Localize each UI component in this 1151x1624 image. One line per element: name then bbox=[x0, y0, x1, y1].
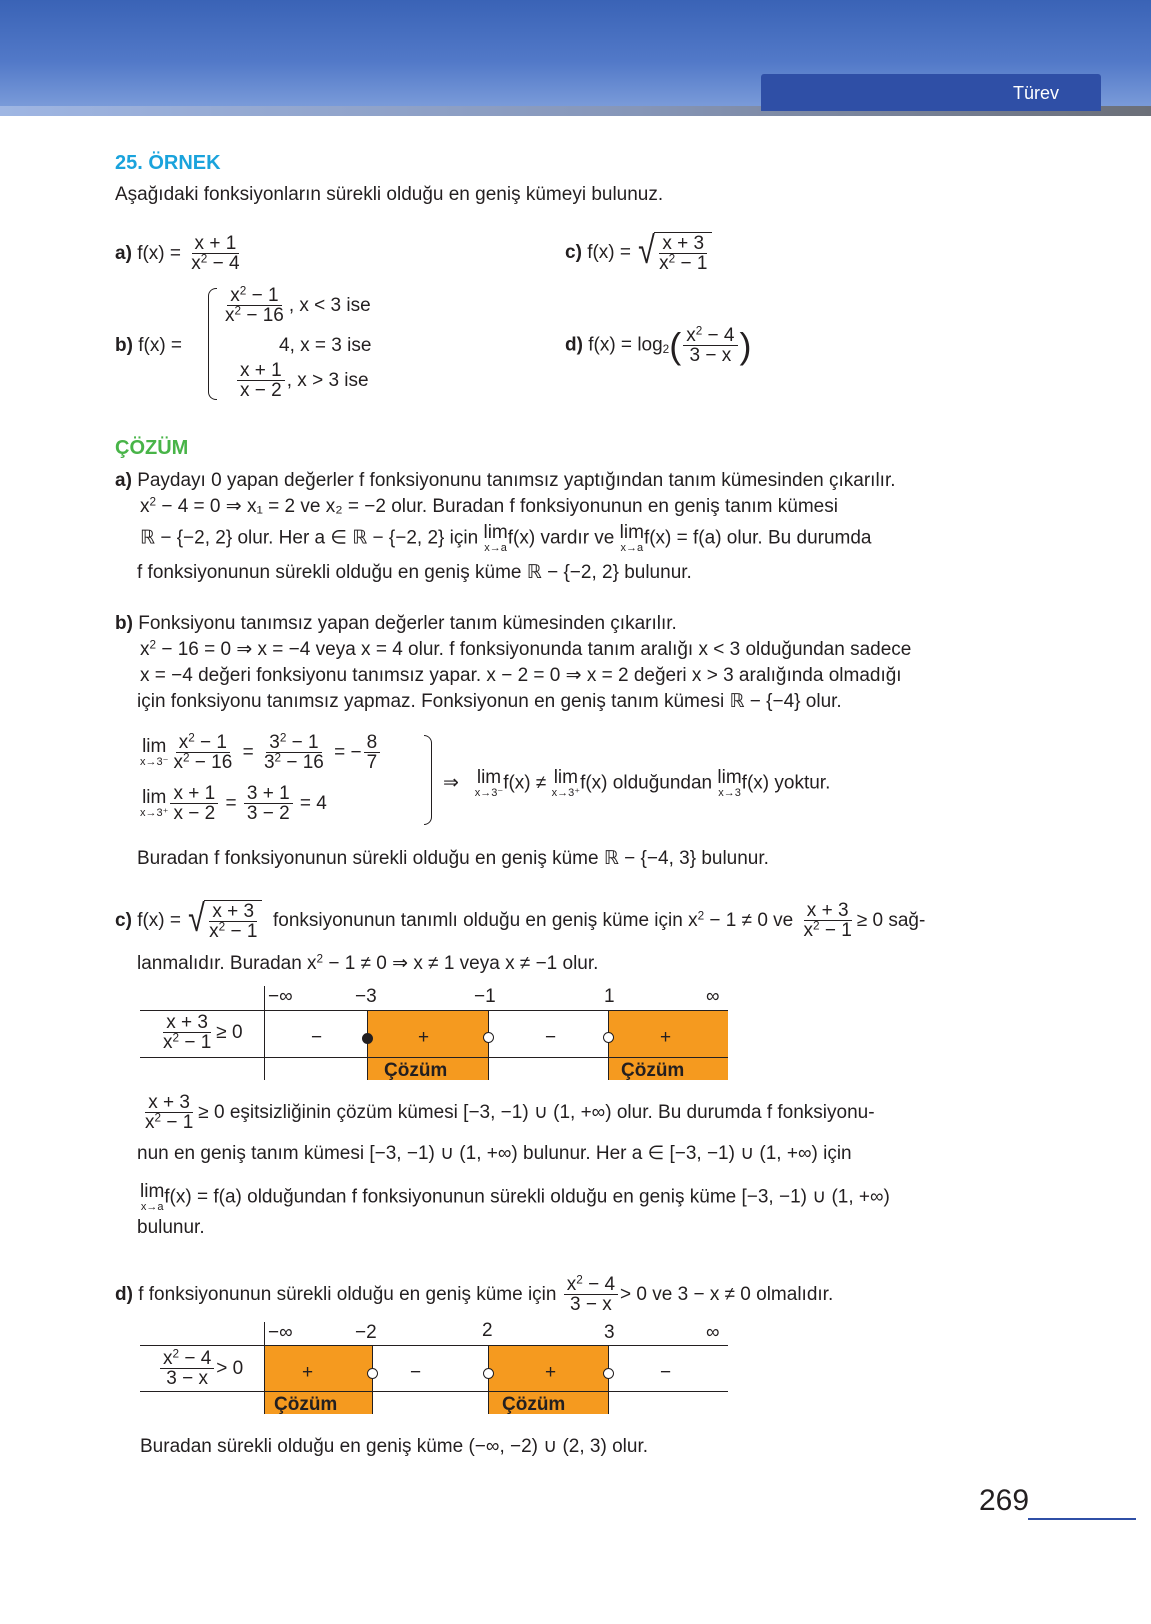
t: 3 bbox=[269, 732, 280, 753]
sol-b-label: b) bbox=[115, 613, 133, 634]
lim-sub: x→3⁺ bbox=[551, 787, 581, 799]
head-1: −3 bbox=[355, 986, 377, 1007]
eq: = − bbox=[334, 741, 362, 763]
lim: lim bbox=[717, 767, 742, 788]
denominator: $x^2 - 1$ bbox=[163, 1031, 212, 1054]
fraction bbox=[222, 286, 287, 326]
limit bbox=[620, 523, 644, 554]
numerator: $x^2 - 4$ bbox=[683, 326, 737, 346]
cozum-label: Çözüm bbox=[384, 1060, 448, 1081]
piece-3-cond: , x > 3 ise bbox=[286, 369, 369, 391]
numerator: $x^2 - 1$ bbox=[227, 286, 281, 306]
sol-d-final: Buradan sürekli olduğu en geniş küme (−∞, −2) ∪ (2, 3) olur. bbox=[140, 1436, 648, 1457]
sol-b-line1 bbox=[115, 613, 677, 635]
fraction bbox=[244, 784, 293, 824]
sol-c-line5 bbox=[140, 1182, 890, 1213]
open-endpoint bbox=[603, 1368, 614, 1379]
denominator: $x^2 - 1$ bbox=[145, 1111, 194, 1134]
numerator: x + 1 bbox=[170, 784, 218, 804]
t: − 4 bbox=[179, 1348, 212, 1369]
numerator: x + 3 bbox=[209, 902, 257, 922]
page-number-rule bbox=[1028, 1518, 1136, 1520]
numerator: x + 1 bbox=[237, 361, 285, 381]
t: x bbox=[163, 1348, 173, 1369]
fx-label: f(x) = bbox=[138, 335, 183, 356]
sign: + bbox=[302, 1362, 314, 1383]
sol-b-line4: için fonksiyonu tanımsız yapmaz. Fonksiyonun en geniş tanım kümesi ℝ − {−4} olur. bbox=[137, 691, 842, 712]
page-number: 269 bbox=[979, 1484, 1030, 1517]
num-x: x bbox=[230, 285, 240, 306]
table-rule bbox=[140, 1345, 728, 1346]
t: x bbox=[566, 1274, 577, 1295]
text: f fonksiyonunun sürekli olduğu en geniş küme için bbox=[138, 1283, 562, 1305]
text: f(x) olduğundan bbox=[580, 772, 718, 794]
limit bbox=[717, 768, 741, 799]
sol-a-line3 bbox=[140, 523, 872, 554]
den-x: x bbox=[659, 253, 669, 275]
t: − 1 bbox=[179, 1032, 212, 1054]
sol-b-line2: $x^2 - 16 = 0$ ⇒ x = −4 veya x = 4 olur. f fonksiyonunda tanım aralığı x < 3 olduğundan sadece bbox=[140, 638, 912, 660]
sign: + bbox=[418, 1027, 430, 1048]
denominator: 3 − 2 bbox=[246, 803, 290, 825]
head-2: 2 bbox=[482, 1320, 493, 1341]
head-3: 1 bbox=[604, 986, 615, 1007]
numerator: x + 1 bbox=[192, 234, 240, 254]
numerator: x + 3 bbox=[163, 1013, 211, 1033]
text: − 1 ≠ 0 ve bbox=[704, 909, 794, 931]
fraction bbox=[261, 733, 327, 773]
text: f(x) ≠ bbox=[503, 772, 552, 794]
head-3: 3 bbox=[604, 1322, 615, 1343]
sol-a-line4: f fonksiyonunun sürekli olduğu en geniş küme ℝ − {−2, 2} bulunur. bbox=[137, 562, 692, 583]
part-d-label: d) bbox=[565, 334, 583, 356]
sol-c-line1: c) f(x) = √ $\frac{x + 3}{x^2 - 1}$ fonksiyonunun tanımlı olduğu en geniş küme için $x^2 - 1 \ne 0$ ve $\frac{x + 3}{x^2 - 1}$ ≥ 0 sağ- bbox=[115, 898, 926, 943]
interval-line bbox=[608, 1346, 609, 1414]
sqrt: √ $\frac{x + 3}{x^2 - 1}$ bbox=[636, 232, 712, 274]
t: x bbox=[209, 921, 219, 943]
denominator: 7 bbox=[366, 752, 378, 774]
cozum-label: Çözüm bbox=[274, 1394, 338, 1415]
sol-c-line4: nun en geniş tanım kümesi [−3, −1) ∪ (1, +∞) bulunur. Her a ∈ [−3, −1) ∪ (1, +∞) için bbox=[137, 1143, 852, 1164]
sol-c-line6: bulunur. bbox=[137, 1217, 205, 1238]
limit bbox=[483, 523, 507, 554]
implies: ⇒ bbox=[443, 772, 459, 794]
t: − 4 bbox=[582, 1274, 616, 1295]
part-a bbox=[115, 234, 245, 274]
lim-sub: x→3 bbox=[718, 787, 741, 799]
lim: lim bbox=[140, 1181, 165, 1202]
denominator: $x^2 - 16$ bbox=[173, 751, 233, 774]
sol-d-line1 bbox=[115, 1275, 833, 1315]
t: 3 bbox=[263, 752, 275, 774]
numerator: x + 3 bbox=[804, 901, 852, 921]
open-endpoint bbox=[603, 1032, 614, 1043]
interval-line bbox=[372, 1346, 373, 1414]
t: − 16 bbox=[189, 752, 233, 774]
sol-c-line2: lanmalıdır. Buradan $x^2 - 1 \ne 0$ ⇒ x ≠ 1 veya x ≠ −1 olur. bbox=[137, 952, 599, 974]
text: Fonksiyonu tanımsız yapan değerler tanım kümesinden çıkarılır. bbox=[138, 613, 677, 634]
numerator: $x^2 - 4$ bbox=[160, 1349, 214, 1369]
part-b-label: b) bbox=[115, 335, 133, 356]
open-endpoint bbox=[367, 1368, 378, 1379]
open-endpoint bbox=[483, 1368, 494, 1379]
lim-sub: x→a bbox=[620, 542, 644, 554]
table-divider bbox=[264, 986, 265, 1080]
text: x bbox=[140, 496, 150, 517]
interval-line bbox=[367, 1011, 368, 1080]
numerator: 3 + 1 bbox=[244, 784, 293, 804]
lim: lim bbox=[476, 767, 502, 788]
chapter-title: Türev bbox=[1012, 83, 1059, 103]
table-rule bbox=[140, 1391, 728, 1392]
t: x bbox=[173, 752, 183, 774]
t: x bbox=[803, 920, 814, 942]
sign: + bbox=[545, 1362, 557, 1383]
part-c-label: c) bbox=[565, 241, 582, 263]
limit bbox=[140, 737, 168, 768]
piece-1-cond: , x < 3 ise bbox=[288, 294, 371, 316]
sol-a-label: a) bbox=[115, 470, 132, 491]
fraction bbox=[170, 733, 235, 773]
fx-label: f(x) = bbox=[137, 242, 181, 264]
text: > 0 bbox=[216, 1357, 244, 1379]
example-prompt: Aşağıdaki fonksiyonların sürekli olduğu en geniş kümeyi bulunuz. bbox=[115, 184, 664, 205]
text: > 0 ve 3 − x ≠ 0 olmalıdır. bbox=[620, 1283, 834, 1305]
numerator: $x^2 - 4$ bbox=[564, 1275, 618, 1295]
result: = 4 bbox=[299, 792, 327, 814]
part-b bbox=[115, 335, 182, 357]
text: f(x) = f(a) olur. Bu durumda bbox=[643, 527, 872, 549]
text: − 16 = 0 ⇒ x = −4 veya x = 4 olur. f fonksiyonunda tanım aralığı x < 3 olduğundan sadece bbox=[156, 639, 912, 660]
t: − 1 bbox=[225, 921, 258, 943]
table-rule bbox=[140, 1010, 728, 1011]
fx-label: f(x) = bbox=[588, 334, 633, 356]
head-1: −2 bbox=[355, 1322, 377, 1343]
sign: + bbox=[660, 1027, 672, 1048]
head-2: −1 bbox=[474, 986, 496, 1007]
limit bbox=[140, 1182, 164, 1213]
text: lanmalıdır. Buradan bbox=[137, 953, 308, 974]
lim: lim bbox=[142, 736, 167, 758]
denominator: $x^2 - 16$ bbox=[225, 304, 284, 327]
text: f(x) yoktur. bbox=[741, 772, 831, 794]
part-a-label: a) bbox=[115, 242, 132, 264]
limit bbox=[552, 768, 580, 799]
text: − 1 ≠ 0 ⇒ x ≠ 1 veya x ≠ −1 olur. bbox=[323, 953, 599, 974]
limit bbox=[140, 788, 168, 819]
text: ≥ 0 sağ- bbox=[856, 909, 926, 931]
num-rest: − 4 bbox=[702, 324, 735, 346]
sol-a-line2: $x^2 - 4 = 0$ ⇒ x₁ = 2 ve x₂ = −2 olur. Buradan f fonksiyonunun en geniş tanım kümesi bbox=[140, 495, 838, 517]
text: x bbox=[140, 639, 150, 660]
fraction bbox=[188, 234, 242, 274]
fraction bbox=[237, 361, 285, 401]
closed-endpoint bbox=[362, 1033, 373, 1044]
sol-a-line1 bbox=[115, 470, 896, 492]
interval-line bbox=[488, 1011, 489, 1080]
denominator: x − 2 bbox=[240, 380, 282, 402]
numerator: x + 3 bbox=[659, 234, 707, 254]
num-x: x bbox=[686, 324, 696, 346]
table-divider bbox=[264, 1322, 265, 1414]
lim: lim bbox=[142, 787, 167, 809]
limit-conclusion bbox=[443, 768, 830, 799]
t: x bbox=[145, 1112, 155, 1134]
t: x bbox=[163, 1032, 173, 1054]
row-expression bbox=[158, 1349, 243, 1389]
denominator: 3 − x bbox=[166, 1368, 208, 1390]
sol-d-label: d) bbox=[115, 1283, 133, 1305]
sqrt: √ $\frac{x + 3}{x^2 - 1}$ bbox=[186, 900, 262, 942]
example-title: 25. ÖRNEK bbox=[115, 152, 221, 174]
interval-line bbox=[488, 1346, 489, 1414]
denominator: 3 − x bbox=[689, 345, 732, 367]
head-4: ∞ bbox=[706, 986, 720, 1007]
numerator: $x^2 - 1$ bbox=[176, 733, 230, 753]
denominator: x − 2 bbox=[173, 803, 216, 825]
eq: = bbox=[242, 741, 254, 763]
sol-c-line3 bbox=[140, 1093, 875, 1133]
text: fonksiyonunun tanımlı olduğu en geniş küme için bbox=[272, 909, 689, 931]
head-0: −∞ bbox=[268, 1322, 293, 1343]
part-c bbox=[565, 232, 712, 274]
text: ≥ 0 bbox=[216, 1021, 243, 1043]
chapter-tab bbox=[761, 74, 1101, 111]
limit bbox=[475, 768, 503, 799]
piece-2: 4, x = 3 ise bbox=[279, 335, 372, 356]
text: ≥ 0 eşitsizliğinin çözüm kümesi [−3, −1) ∪ (1, +∞) olur. Bu durumda f fonksiyonu- bbox=[198, 1101, 875, 1123]
lim-sub: x→3⁻ bbox=[474, 787, 504, 799]
head-0: −∞ bbox=[268, 986, 293, 1007]
denominator: $x^2 - 1$ bbox=[659, 252, 708, 275]
text: f(x) = f(a) olduğundan f fonksiyonunun sürekli olduğu en geniş küme [−3, −1) ∪ (1, +∞) bbox=[164, 1186, 890, 1208]
lim-sub: x→3⁺ bbox=[140, 807, 169, 820]
fx-label: f(x) = bbox=[587, 241, 631, 263]
sign: − bbox=[311, 1027, 323, 1048]
sol-b-final: Buradan f fonksiyonunun sürekli olduğu en geniş küme ℝ − {−4, 3} bulunur. bbox=[137, 848, 769, 869]
cozum-label: Çözüm bbox=[502, 1394, 566, 1415]
eq: = bbox=[225, 792, 237, 814]
lim-sub: x→a bbox=[484, 542, 507, 554]
limit-brace bbox=[424, 735, 432, 825]
table-rule bbox=[140, 1057, 728, 1058]
numerator: 8 bbox=[364, 733, 381, 753]
row-expression bbox=[158, 1013, 243, 1053]
solution-title: ÇÖZÜM bbox=[115, 437, 189, 459]
fraction bbox=[160, 1349, 214, 1389]
den-rest: − 1 bbox=[675, 253, 708, 275]
lim-sub: x→3⁻ bbox=[140, 756, 169, 769]
t: x bbox=[178, 732, 189, 753]
lim-sub: x→a bbox=[140, 1201, 164, 1213]
denominator: $x^2 - 1$ bbox=[803, 919, 852, 942]
sign: − bbox=[410, 1362, 422, 1383]
fraction bbox=[160, 1013, 214, 1053]
t: − 16 bbox=[281, 752, 324, 774]
fraction bbox=[364, 733, 381, 773]
log-base: 2 bbox=[662, 343, 670, 357]
text: ℝ − {−2, 2} olur. Her a ∈ ℝ − {−2, 2} için bbox=[140, 527, 484, 549]
piece-3 bbox=[235, 361, 369, 401]
text: Paydayı 0 yapan değerler f fonksiyonunu tanımsız yaptığından tanım kümesinden çıkarılır. bbox=[137, 470, 896, 491]
num-rest: − 1 bbox=[246, 285, 279, 306]
lim: lim bbox=[553, 767, 578, 788]
sign: − bbox=[545, 1027, 557, 1048]
fraction bbox=[801, 901, 855, 941]
fraction bbox=[206, 902, 260, 942]
text: x bbox=[307, 953, 317, 974]
t: − 1 bbox=[161, 1112, 194, 1134]
right-limit-row bbox=[140, 784, 327, 824]
numerator: $3^2 - 1$ bbox=[266, 733, 321, 753]
text: x bbox=[688, 909, 698, 931]
text: − 4 = 0 ⇒ x₁ = 2 ve x₂ = −2 olur. Buradan f fonksiyonunun en geniş tanım kümesi bbox=[156, 496, 838, 517]
part-d: d) $f(x) = \log_2$( $\frac{x^2 - 4}{3 - x}$ ) bbox=[565, 324, 752, 367]
den-x: x bbox=[191, 253, 201, 275]
open-endpoint bbox=[483, 1032, 494, 1043]
sol-b-line3: x = −4 değeri fonksiyonu tanımsız yapar. x − 2 = 0 ⇒ x = 2 değeri x > 3 aralığında olmadığı bbox=[140, 665, 902, 686]
t: − 1 bbox=[286, 732, 319, 753]
piece-1 bbox=[220, 286, 371, 326]
fraction bbox=[683, 326, 737, 366]
sign: − bbox=[660, 1362, 672, 1383]
denominator: $3^2 - 16$ bbox=[263, 751, 324, 774]
den-rest: − 4 bbox=[207, 253, 240, 275]
log: log bbox=[637, 334, 663, 356]
t: − 1 bbox=[819, 920, 852, 942]
den-x: x bbox=[225, 305, 235, 327]
head-4: ∞ bbox=[706, 1322, 720, 1343]
piecewise-brace bbox=[208, 288, 217, 400]
t: − 1 bbox=[194, 732, 227, 753]
fraction bbox=[142, 1093, 196, 1133]
denominator: $x^2 - 4$ bbox=[191, 252, 240, 275]
text: f(x) vardır ve bbox=[507, 527, 620, 549]
fraction bbox=[170, 784, 218, 824]
fraction bbox=[656, 234, 710, 274]
denominator: $x^2 - 1$ bbox=[209, 920, 258, 943]
den-rest: − 16 bbox=[241, 305, 284, 327]
fraction bbox=[564, 1275, 618, 1315]
cozum-label: Çözüm bbox=[621, 1060, 685, 1081]
sol-c-label: c) bbox=[115, 909, 132, 931]
fx-label: f(x) = bbox=[137, 909, 181, 931]
left-limit-row bbox=[140, 733, 382, 773]
lim: lim bbox=[619, 522, 644, 543]
lim: lim bbox=[483, 522, 508, 543]
interval-line bbox=[608, 1011, 609, 1080]
numerator: x + 3 bbox=[145, 1093, 193, 1113]
denominator: 3 − x bbox=[570, 1294, 612, 1316]
